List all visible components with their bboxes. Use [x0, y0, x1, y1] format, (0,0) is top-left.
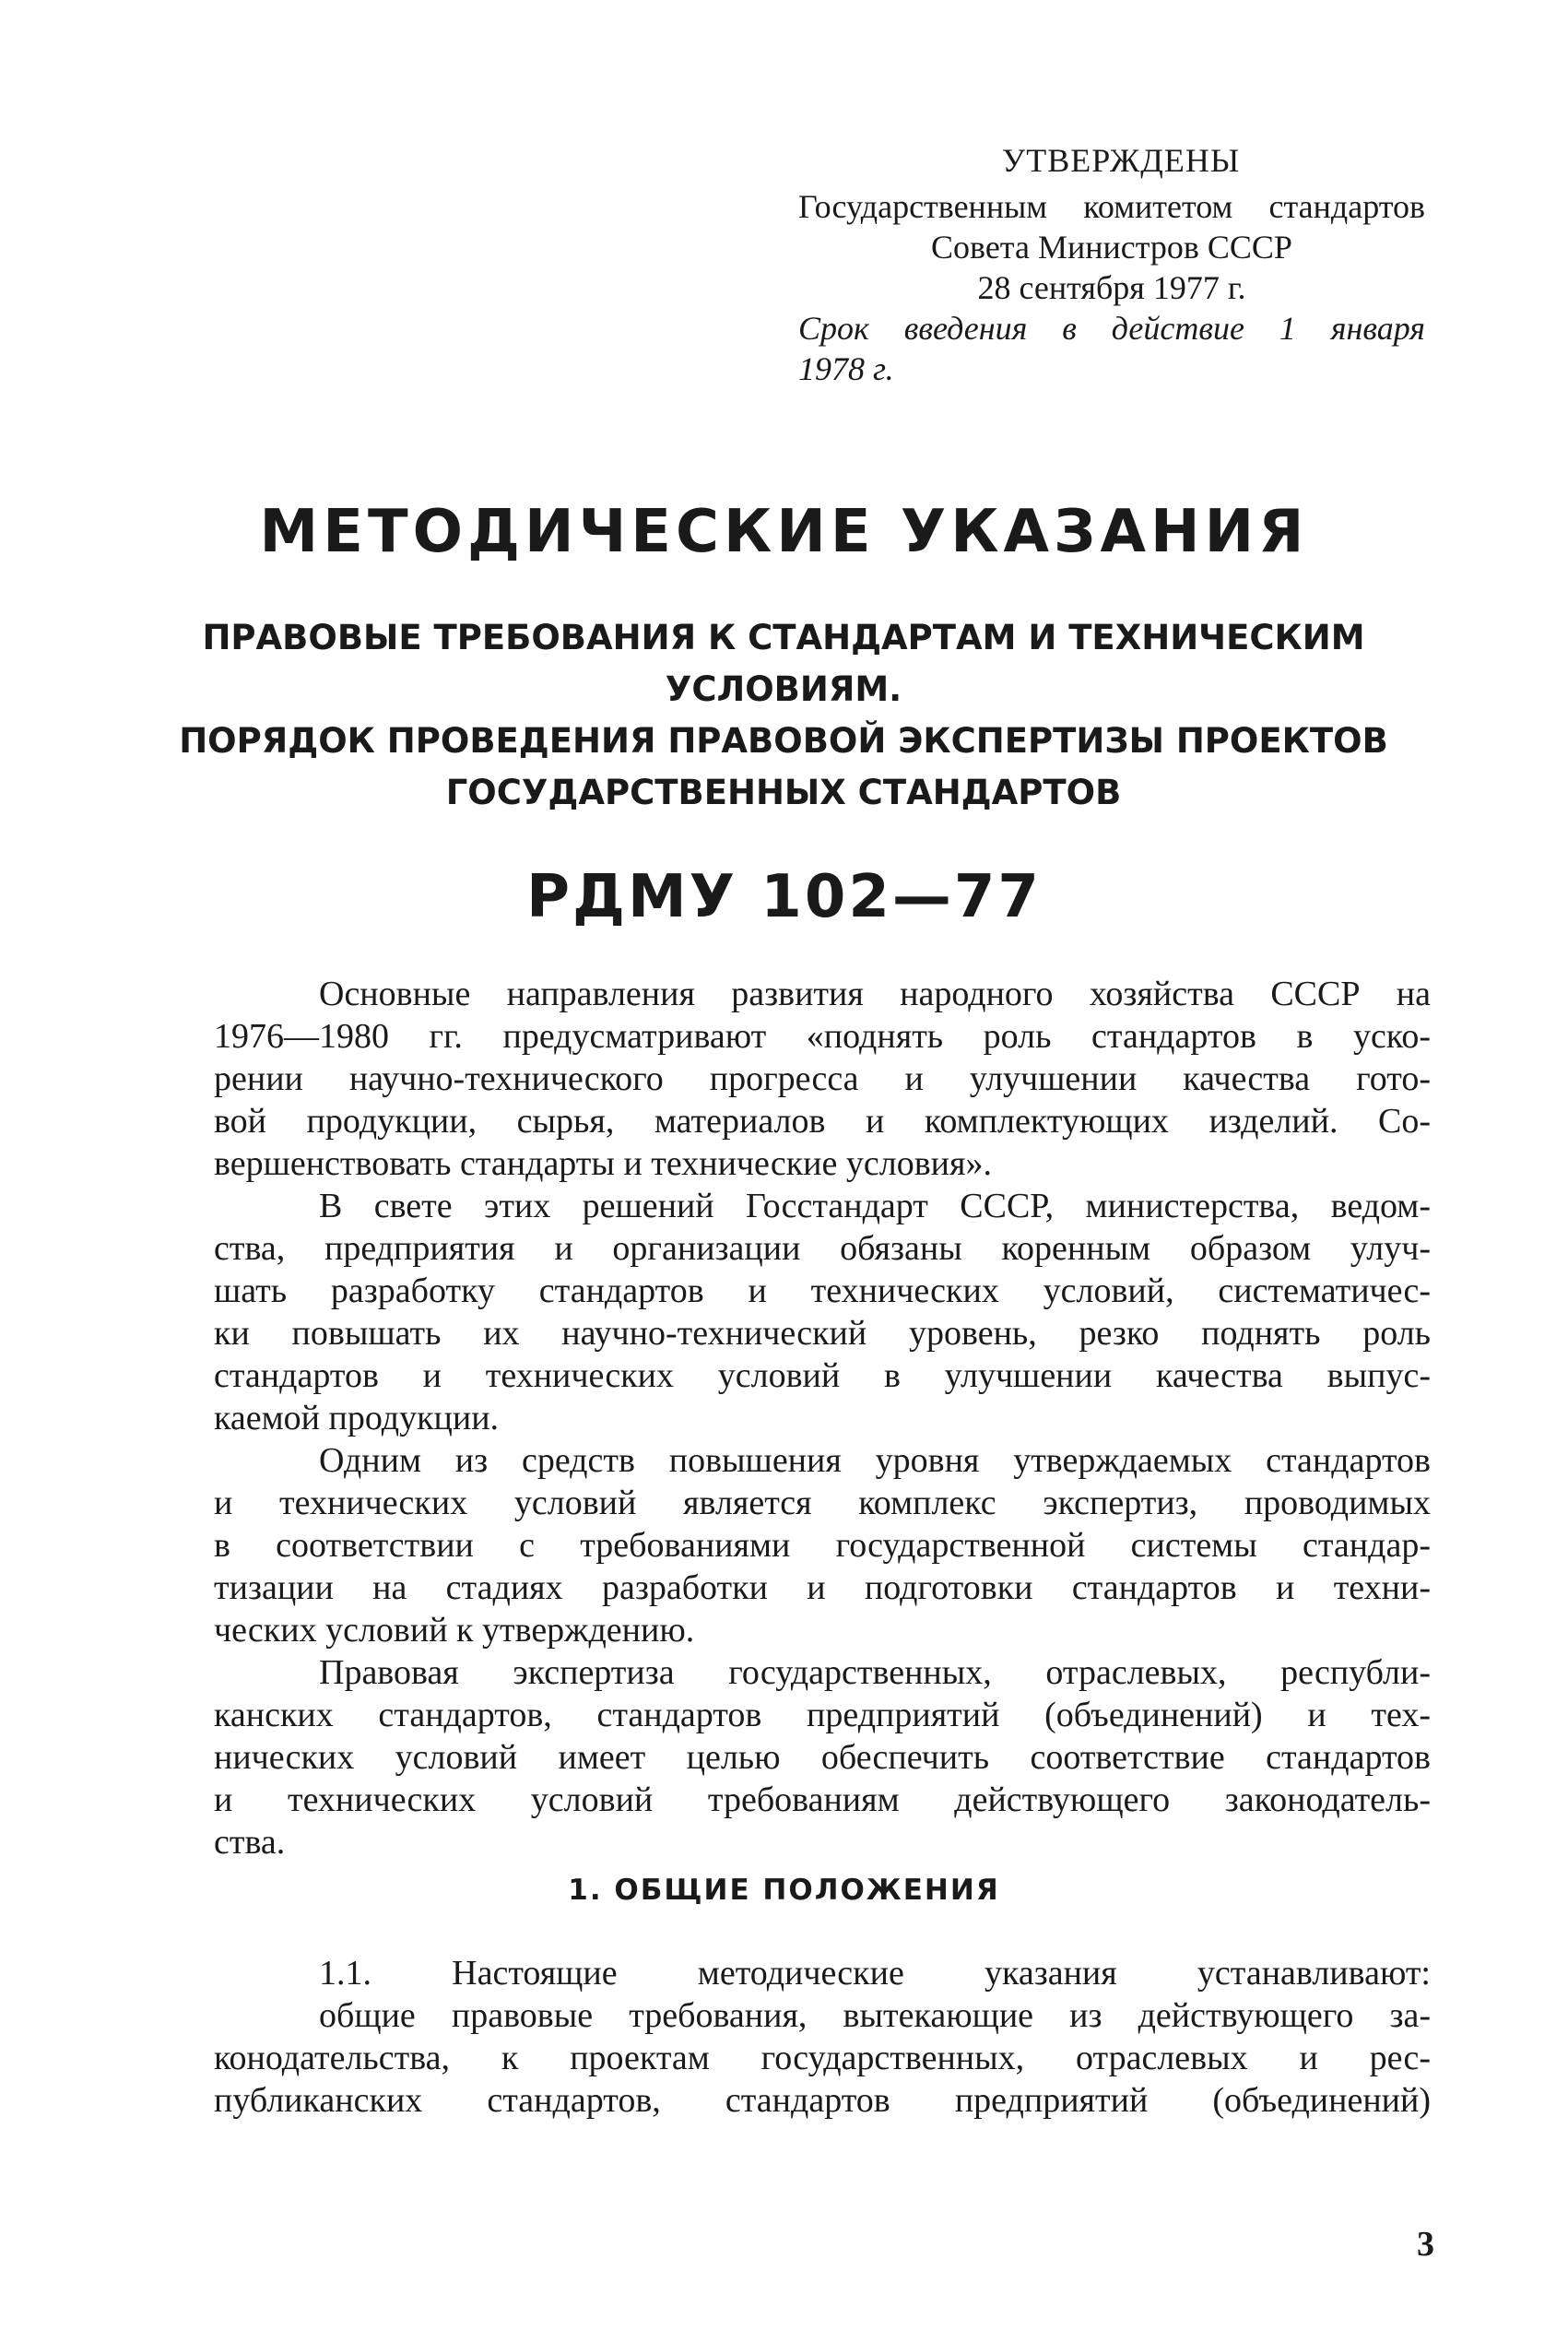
text-line: шать разработку стандартов и технических условий, систематичес- — [214, 1271, 1431, 1310]
subtitle-line: ПРАВОВЫЕ ТРЕБОВАНИЯ К СТАНДАРТАМ И ТЕХНИЧЕСКИМ — [202, 618, 1365, 657]
text-line: тизации на стадиях разработки и подготовки стандартов и техни- — [214, 1568, 1431, 1607]
text-line: стандартов и технических условий в улучшении качества выпус- — [214, 1356, 1431, 1395]
text-line: 1.1. Настоящие методические указания устанавливают: — [319, 1954, 1431, 1993]
effective-date-line: Срок введения в действие 1 января — [798, 310, 1425, 347]
text-line: конодательства, к проектам государственных, отраслевых и рес- — [214, 2039, 1431, 2077]
subtitle-line: ПОРЯДОК ПРОВЕДЕНИЯ ПРАВОВОЙ ЭКСПЕРТИЗЫ ПРОЕКТОВ — [179, 721, 1388, 761]
text-line: ки повышать их научно-технический уровень, резко поднять роль — [214, 1314, 1431, 1353]
text-line: Правовая экспертиза государственных, отраслевых, республи- — [319, 1653, 1431, 1692]
text-line: вершенствовать стандарты и технические условия». — [214, 1144, 992, 1183]
subtitle-line: УСЛОВИЯМ. — [665, 669, 902, 709]
section-heading: 1. ОБЩИЕ ПОЛОЖЕНИЯ — [568, 1874, 1000, 1907]
text-line: Одним из средств повышения уровня утверждаемых стандартов — [319, 1441, 1431, 1480]
approval-heading: УТВЕРЖДЕНЫ — [1001, 142, 1241, 179]
text-line: и технических условий требованиям действующего законодатель- — [214, 1780, 1431, 1819]
approval-line: Государственным комитетом стандартов — [798, 188, 1425, 225]
approval-block — [798, 140, 1425, 389]
text-line: в соответствии с требованиями государственной системы стандар- — [214, 1526, 1431, 1565]
text-line: 1976—1980 гг. предусматривают «поднять роль стандартов в уско- — [214, 1017, 1431, 1056]
text-line: канских стандартов, стандартов предприятий (объединений) и тех- — [214, 1696, 1431, 1734]
text-line: ства. — [214, 1823, 286, 1862]
text-line: каемой продукции. — [214, 1399, 500, 1437]
text-line: нических условий имеет целью обеспечить соответствие стандартов — [214, 1738, 1431, 1777]
text-line: рении научно-технического прогресса и улучшении качества гото- — [214, 1059, 1431, 1098]
text-line: вой продукции, сырья, материалов и комплектующих изделий. Со- — [214, 1102, 1431, 1141]
approval-line: Совета Министров СССР — [931, 229, 1292, 266]
text-line: общие правовые требования, вытекающие из действующего за- — [319, 1996, 1431, 2035]
text-line: публиканских стандартов, стандартов предприятий (объединений) — [214, 2081, 1431, 2120]
approval-date: 28 сентября 1977 г. — [977, 269, 1246, 306]
text-line: и технических условий является комплекс экспертиз, проводимых — [214, 1484, 1431, 1522]
document-code: РДМУ 102—77 — [526, 863, 1042, 931]
document-subtitle — [166, 612, 1401, 819]
effective-date-line: 1978 г. — [798, 350, 894, 387]
page-number: 3 — [1417, 2225, 1434, 2264]
document-title: МЕТОДИЧЕСКИЕ УКАЗАНИЯ — [259, 498, 1309, 566]
text-line: Основные направления развития народного хозяйства СССР на — [319, 975, 1431, 1013]
text-line: ства, предприятия и организации обязаны коренным образом улуч- — [214, 1229, 1431, 1268]
subtitle-line: ГОСУДАРСТВЕННЫХ СТАНДАРТОВ — [445, 773, 1122, 812]
text-line: В свете этих решений Госстандарт СССР, министерства, ведом- — [319, 1187, 1431, 1225]
text-line: ческих условий к утверждению. — [214, 1611, 695, 1650]
preamble-text — [214, 973, 1431, 1863]
section-text — [214, 1952, 1431, 2122]
